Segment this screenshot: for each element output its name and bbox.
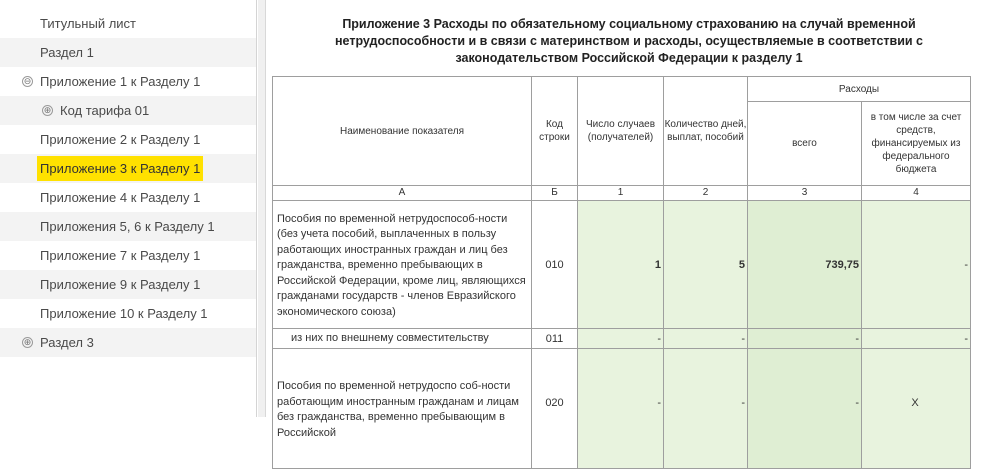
report-form — [266, 0, 985, 439]
report-sections-tree — [0, 0, 257, 417]
nav-item-appendix-2[interactable] — [0, 125, 256, 154]
row-code: 010 — [532, 201, 578, 329]
cell-total[interactable]: - — [748, 349, 862, 469]
table-row — [273, 349, 971, 469]
nav-item-label: Приложение 3 к Разделу 1 — [37, 156, 203, 181]
expand-icon[interactable]: ⊕ — [23, 337, 32, 347]
header-total: всего — [748, 102, 862, 186]
report-title-line: законодательством Российской Федерации к разделу 1 — [455, 51, 803, 65]
cell-cases[interactable]: - — [578, 329, 664, 349]
cell-cases[interactable]: - — [578, 349, 664, 469]
column-letter: 4 — [862, 186, 971, 201]
nav-item-section-1[interactable] — [0, 38, 256, 67]
table-row — [273, 329, 971, 349]
column-letter: Б — [532, 186, 578, 201]
nav-item-label: Титульный лист — [40, 16, 137, 31]
nav-item-appendix-3[interactable] — [0, 154, 256, 183]
nav-item-label: Раздел 1 — [40, 45, 94, 60]
nav-item-label: Приложение 9 к Разделу 1 — [40, 277, 201, 292]
cell-days[interactable]: 5 — [664, 201, 748, 329]
row-name: Пособия по временной нетрудоспособ-ности (без учета пособий, выплаченных в пользу работающих иностранных граждан и лиц без гражданства, временно пребывающих в Российской Федерации, кроме лиц, являющихся гражданами государств - членов Евразийского экономического союза) — [273, 201, 532, 329]
row-code: 020 — [532, 349, 578, 469]
nav-item-title-page[interactable] — [0, 9, 256, 38]
nav-item-appendix-4[interactable] — [0, 183, 256, 212]
report-title-line: нетрудоспособности и в связи с материнством и расходы, осуществляемые в соответствии с — [334, 34, 924, 48]
row-name: Пособия по временной нетрудоспо соб-ности работающим иностранным гражданам и лицам без гражданства, временно пребывающим в Российской — [273, 349, 532, 469]
column-letter: 3 — [748, 186, 862, 201]
nav-item-label: Приложение 10 к Разделу 1 — [40, 306, 208, 321]
cell-cases[interactable]: 1 — [578, 201, 664, 329]
header-federal: в том числе за счет средств, финансируемых из федерального бюджета — [862, 102, 971, 186]
header-days: Количество дней, выплат, пособий — [664, 77, 748, 186]
nav-item-appendix-9[interactable] — [0, 270, 256, 299]
expenses-table — [272, 76, 971, 469]
expand-icon[interactable]: ⊕ — [43, 105, 52, 115]
collapse-icon[interactable]: ⊖ — [23, 76, 32, 86]
cell-days[interactable]: - — [664, 329, 748, 349]
column-letter: 1 — [578, 186, 664, 201]
nav-item-tariff-code-01[interactable] — [0, 96, 256, 125]
nav-item-appendix-7[interactable] — [0, 241, 256, 270]
nav-item-label: Приложение 7 к Разделу 1 — [40, 248, 201, 263]
nav-item-label: Приложения 5, 6 к Разделу 1 — [40, 219, 215, 234]
cell-total[interactable]: 739,75 — [748, 201, 862, 329]
header-name: Наименование показателя — [273, 77, 532, 186]
report-title — [278, 16, 980, 67]
nav-item-appendix-10[interactable] — [0, 299, 256, 328]
cell-federal[interactable]: Х — [862, 349, 971, 469]
cell-total[interactable]: - — [748, 329, 862, 349]
row-name: из них по внешнему совместительству — [273, 329, 532, 349]
header-expenses: Расходы — [748, 77, 971, 102]
nav-item-label: Код тарифа 01 — [60, 103, 150, 118]
header-cases: Число случаев (получателей) — [578, 77, 664, 186]
nav-item-label: Приложение 4 к Разделу 1 — [40, 190, 201, 205]
nav-item-section-3[interactable] — [0, 328, 256, 357]
cell-days[interactable]: - — [664, 349, 748, 469]
header-code: Код строки — [532, 77, 578, 186]
column-letter: А — [273, 186, 532, 201]
nav-item-appendix-1[interactable] — [0, 67, 256, 96]
report-title-line: Приложение 3 Расходы по обязательному социальному страхованию на случай временной — [342, 17, 916, 31]
nav-item-label: Приложение 2 к Разделу 1 — [40, 132, 201, 147]
panel-splitter[interactable] — [258, 0, 266, 417]
row-code: 011 — [532, 329, 578, 349]
nav-item-label: Раздел 3 — [40, 335, 94, 350]
nav-item-appendix-5-6[interactable] — [0, 212, 256, 241]
cell-federal[interactable]: - — [862, 201, 971, 329]
column-letter: 2 — [664, 186, 748, 201]
cell-federal[interactable]: - — [862, 329, 971, 349]
nav-item-label: Приложение 1 к Разделу 1 — [40, 74, 201, 89]
table-row — [273, 201, 971, 329]
